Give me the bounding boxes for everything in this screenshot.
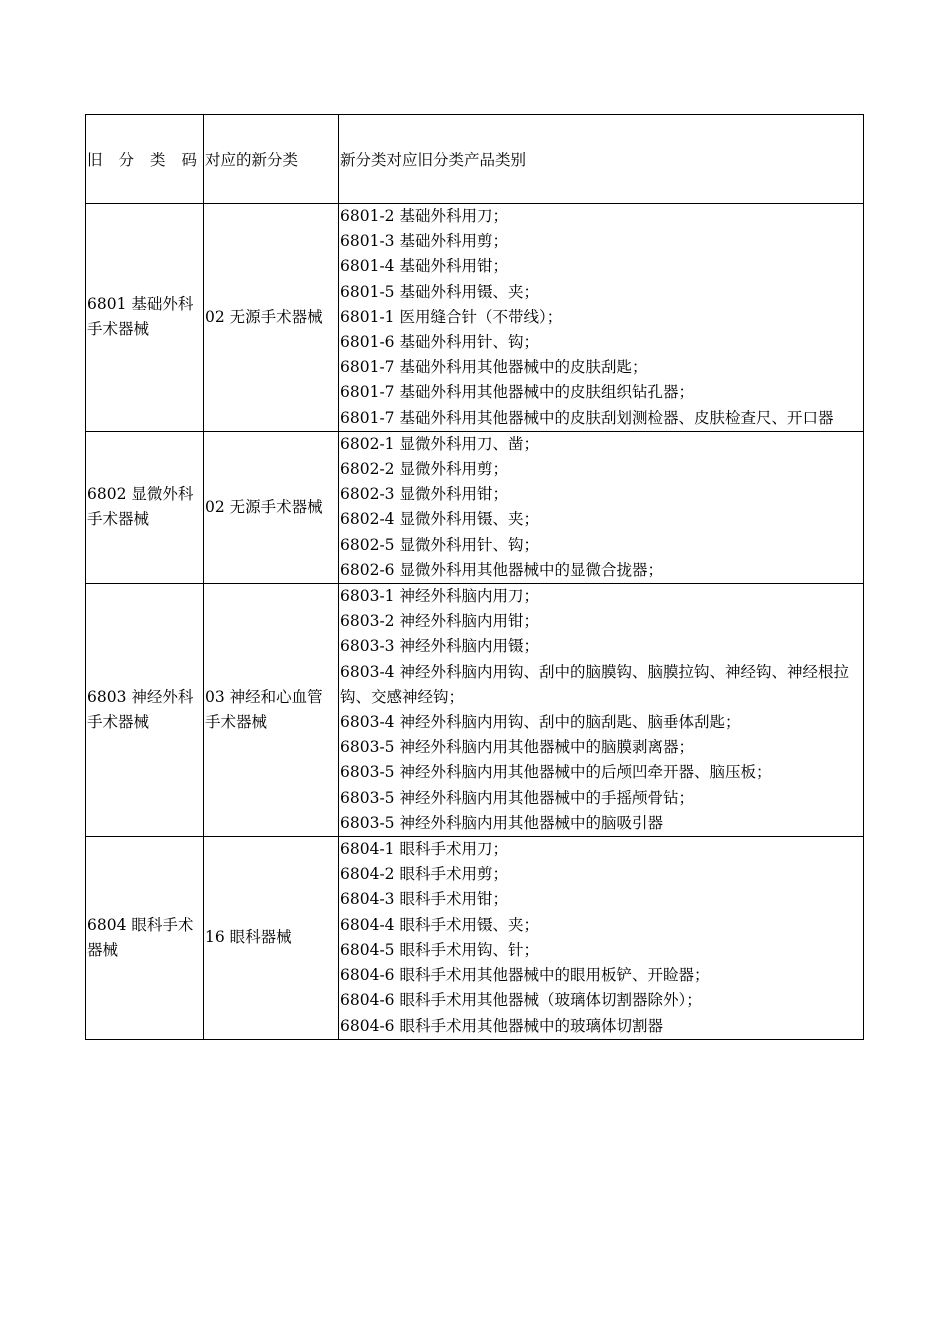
product-item: 6803-5 神经外科脑内用其他器械中的脑膜剥离器；	[340, 738, 694, 757]
product-item: 6801-2 基础外科用刀；	[340, 207, 508, 225]
new-category-cell: 02 无源手术器械	[204, 431, 339, 583]
product-item: 6803-5 神经外科脑内用其他器械中的脑吸引器	[340, 813, 663, 832]
products-cell	[339, 837, 864, 1040]
old-category-cell: 6804 眼科手术器械	[86, 837, 204, 1040]
header-products: 新分类对应旧分类产品类别	[339, 115, 864, 204]
product-item: 6803-4 神经外科脑内用钩、刮中的脑膜钩、脑膜拉钩、神经钩、神经根拉钩、交感神经钩；	[340, 662, 849, 706]
products-cell	[339, 431, 864, 583]
product-item: 6804-6 眼科手术用其他器械中的眼用板铲、开睑器；	[340, 966, 710, 985]
header-old-code-char: 码	[181, 151, 198, 169]
product-item: 6804-3 眼科手术用钳；	[340, 890, 508, 909]
product-item: 6803-4 神经外科脑内用钩、刮中的脑刮匙、脑垂体刮匙；	[340, 713, 741, 732]
product-item: 6802-5 显微外科用针、钩；	[340, 535, 539, 554]
product-item: 6803-2 神经外科脑内用钳；	[340, 612, 539, 631]
product-item: 6801-4 基础外科用钳；	[340, 257, 508, 276]
header-new-category: 对应的新分类	[204, 115, 339, 204]
new-category-cell: 03 神经和心血管手术器械	[204, 584, 339, 837]
table-row	[86, 584, 864, 837]
product-item: 6802-3 显微外科用钳；	[340, 485, 508, 504]
products-cell	[339, 584, 864, 837]
header-row	[86, 115, 864, 204]
new-category-cell: 02 无源手术器械	[204, 204, 339, 432]
product-item: 6801-3 基础外科用剪；	[340, 232, 508, 251]
product-item: 6801-7 基础外科用其他器械中的皮肤刮匙；	[340, 358, 648, 377]
product-item: 6804-1 眼科手术用刀；	[340, 840, 508, 859]
product-item: 6804-5 眼科手术用钩、针；	[340, 940, 539, 959]
table-row	[86, 431, 864, 583]
product-item: 6804-6 眼科手术用其他器械中的玻璃体切割器	[340, 1016, 663, 1035]
product-item: 6801-7 基础外科用其他器械中的皮肤组织钻孔器；	[340, 383, 694, 402]
products-cell	[339, 204, 864, 432]
old-category-cell: 6803 神经外科手术器械	[86, 584, 204, 837]
old-category-cell: 6802 显微外科手术器械	[86, 431, 204, 583]
old-category-cell: 6801 基础外科手术器械	[86, 204, 204, 432]
header-old-code-char: 旧	[87, 151, 103, 169]
product-item: 6802-6 显微外科用其他器械中的显微合拢器；	[340, 560, 663, 579]
product-item: 6802-4 显微外科用镊、夹；	[340, 510, 539, 529]
header-old-code-char: 分	[118, 151, 135, 169]
header-old-code-char: 类	[150, 151, 166, 169]
table-row	[86, 204, 864, 432]
product-item: 6803-3 神经外科脑内用镊；	[340, 637, 539, 656]
classification-table	[85, 114, 864, 1040]
header-old-code	[86, 115, 204, 204]
product-item: 6802-2 显微外科用剪；	[340, 460, 508, 479]
product-item: 6801-7 基础外科用其他器械中的皮肤刮划测检器、皮肤检查尺、开口器	[340, 408, 834, 427]
product-item: 6801-1 医用缝合针（不带线）；	[340, 307, 563, 326]
product-item: 6804-6 眼科手术用其他器械（玻璃体切割器除外）；	[340, 991, 702, 1010]
product-item: 6804-2 眼科手术用剪；	[340, 865, 508, 884]
product-item: 6803-5 神经外科脑内用其他器械中的后颅凹牵开器、脑压板；	[340, 763, 772, 782]
product-item: 6801-6 基础外科用针、钩；	[340, 333, 539, 352]
table-row	[86, 837, 864, 1040]
product-item: 6801-5 基础外科用镊、夹；	[340, 282, 539, 301]
product-item: 6803-1 神经外科脑内用刀；	[340, 587, 539, 606]
product-item: 6804-4 眼科手术用镊、夹；	[340, 915, 539, 934]
product-item: 6802-1 显微外科用刀、凿；	[340, 434, 539, 453]
new-category-cell: 16 眼科器械	[204, 837, 339, 1040]
product-item: 6803-5 神经外科脑内用其他器械中的手摇颅骨钻；	[340, 788, 694, 807]
